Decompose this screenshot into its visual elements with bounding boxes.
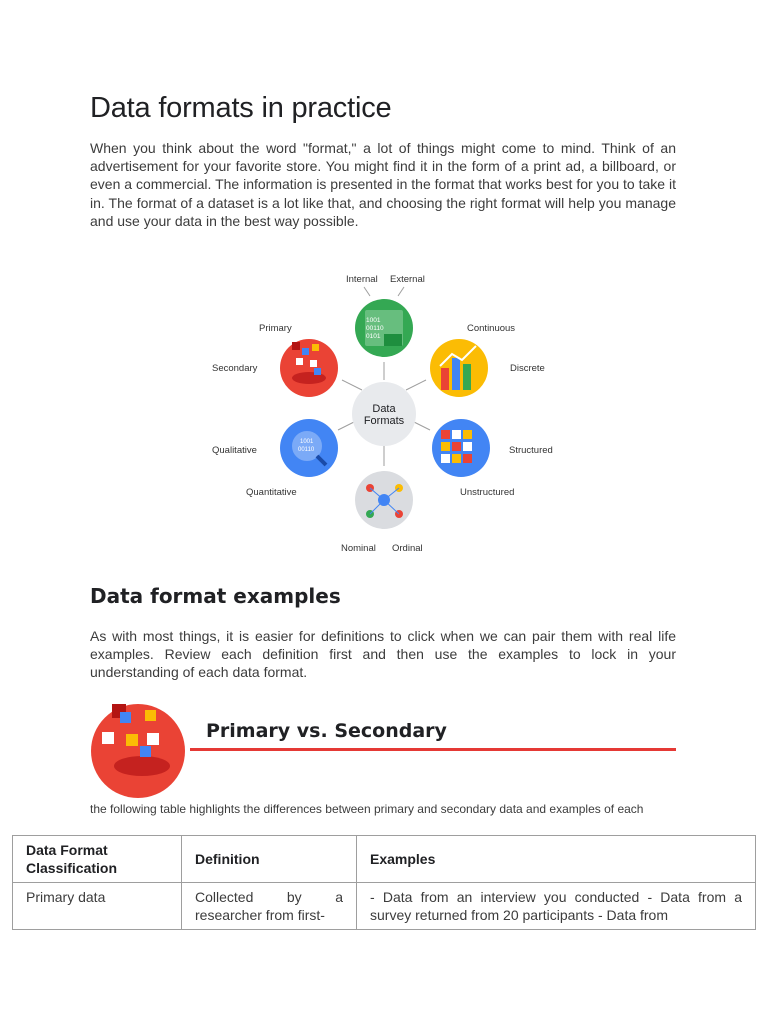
label-qualitative: Qualitative bbox=[212, 445, 257, 456]
continuous-discrete-node bbox=[430, 339, 488, 397]
label-quantitative: Quantitative bbox=[246, 487, 297, 498]
table-header-row bbox=[13, 836, 756, 883]
cell-classification: Primary data bbox=[13, 883, 182, 930]
label-primary: Primary bbox=[259, 323, 292, 334]
label-internal: Internal bbox=[346, 274, 378, 285]
cell-definition: Collected by a researcher from first- bbox=[182, 883, 357, 930]
banner-title: Primary vs. Secondary bbox=[206, 720, 447, 742]
label-structured: Structured bbox=[509, 445, 553, 456]
svg-text:0101: 0101 bbox=[366, 333, 381, 340]
header-classification: Data Format Classification bbox=[13, 836, 182, 883]
header-examples: Examples bbox=[357, 836, 756, 883]
primary-secondary-node bbox=[280, 339, 338, 397]
label-ordinal: Ordinal bbox=[392, 543, 423, 554]
structured-unstructured-node bbox=[432, 419, 490, 477]
page-title: Data formats in practice bbox=[90, 92, 392, 124]
label-continuous: Continuous bbox=[467, 323, 516, 334]
examples-intro-paragraph: As with most things, it is easier for definitions to click when we can pair them with real life examples. Review each definition first and then use the examples to lock in your understanding of each data format. bbox=[90, 628, 676, 681]
table-caption: the following table highlights the differences between primary and secondary data and examples of each bbox=[90, 802, 644, 816]
banner-divider bbox=[190, 748, 676, 751]
label-secondary: Secondary bbox=[212, 363, 258, 374]
center-label-line1: Data bbox=[372, 403, 396, 415]
svg-text:00110: 00110 bbox=[366, 325, 384, 332]
magnifier-binary-icon: 1001 bbox=[300, 439, 314, 445]
data-formats-center bbox=[352, 382, 416, 446]
label-unstructured: Unstructured bbox=[460, 487, 515, 498]
data-format-table bbox=[12, 835, 756, 930]
data-formats-diagram bbox=[200, 262, 560, 562]
section-title-examples: Data format examples bbox=[90, 584, 341, 608]
primary-secondary-icon bbox=[90, 700, 190, 802]
table-row bbox=[13, 883, 756, 930]
qualitative-quantitative-node bbox=[280, 419, 338, 477]
cell-examples: - Data from an interview you conducted - Data from a survey returned from 20 participants - Data from bbox=[357, 883, 756, 930]
internal-external-node bbox=[355, 299, 413, 357]
nominal-ordinal-node bbox=[355, 471, 413, 529]
intro-paragraph: When you think about the word "format," a lot of things might come to mind. Think of an advertisement for your favorite store. You might find it in the form of a print ad, a billboard, or even a commercial. The information is presented in the format that works best for you to take it in. The format of a dataset is a lot like that, and choosing the right format will help you manage and use your data in the best way possible. bbox=[90, 140, 676, 229]
label-external: External bbox=[390, 274, 425, 285]
label-discrete: Discrete bbox=[510, 363, 545, 374]
primary-secondary-banner bbox=[90, 700, 678, 802]
header-definition: Definition bbox=[182, 836, 357, 883]
svg-text:00110: 00110 bbox=[298, 447, 315, 453]
label-nominal: Nominal bbox=[341, 543, 376, 554]
binary-digits-icon: 1001 bbox=[366, 317, 381, 324]
center-label-line2: Formats bbox=[363, 415, 405, 427]
